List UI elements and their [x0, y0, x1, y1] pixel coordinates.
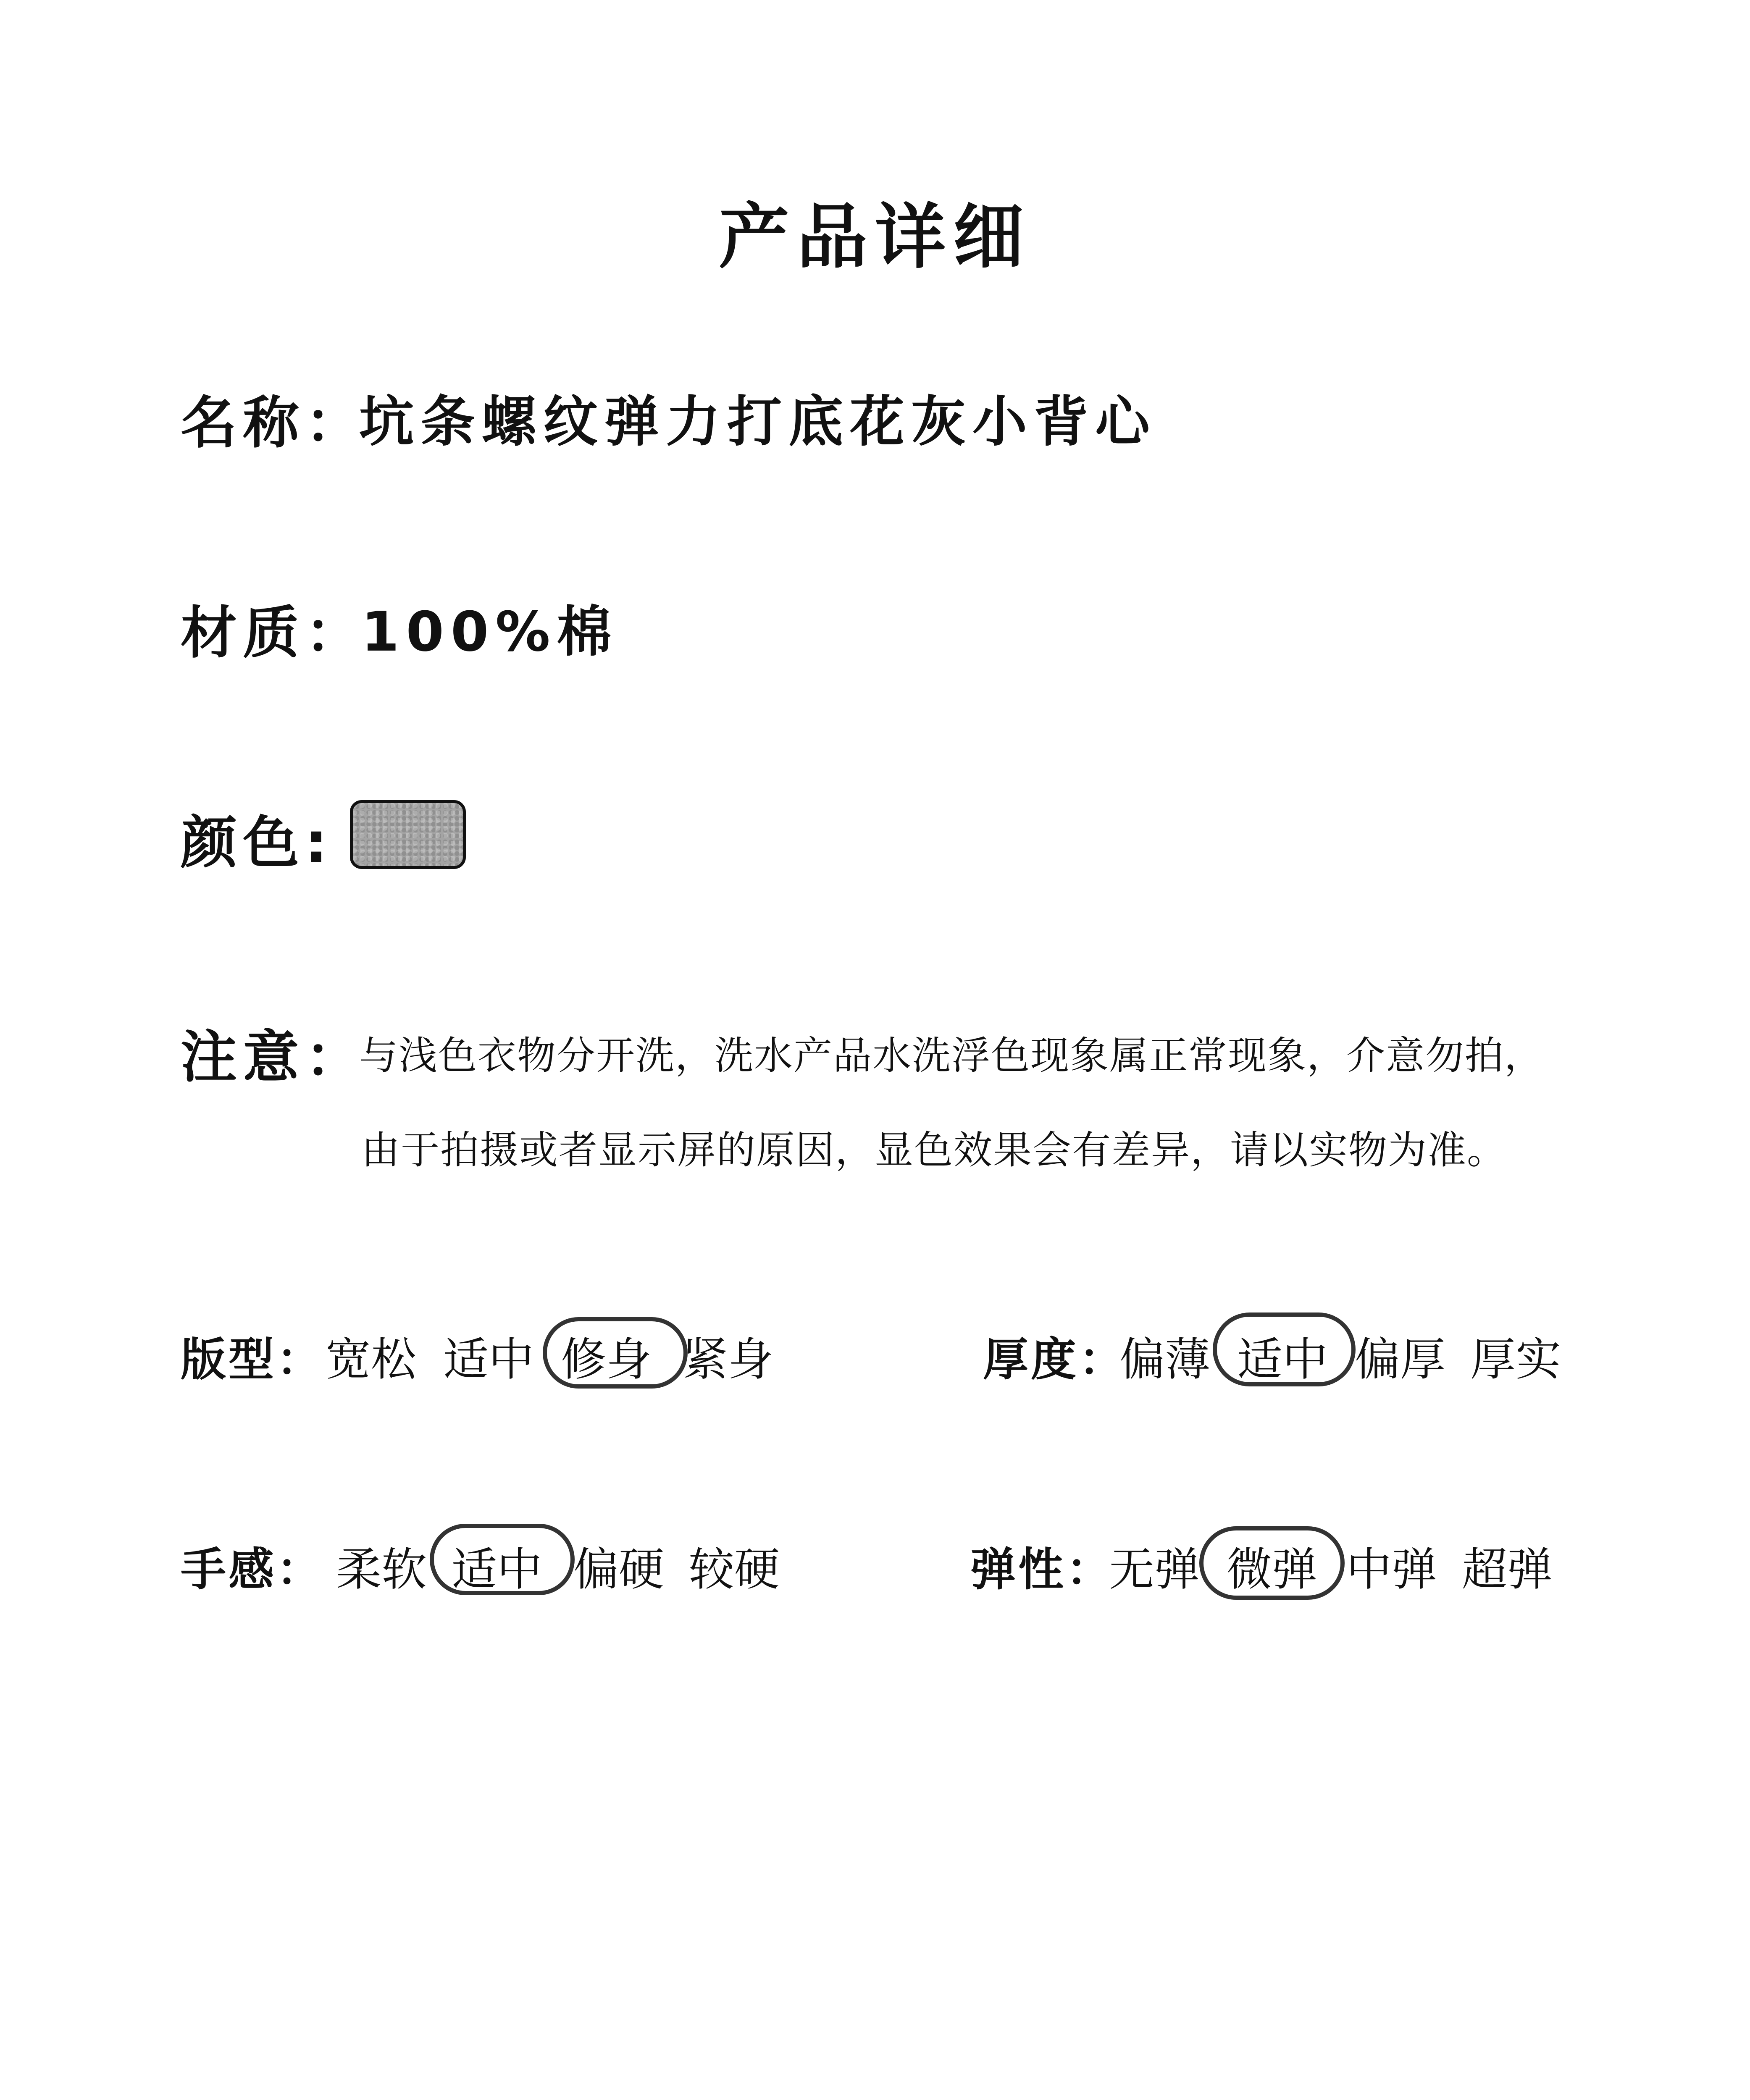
- thickness-label: 厚度：: [983, 1334, 1127, 1386]
- fit-option-slim: 修身: [561, 1334, 652, 1386]
- elasticity-option-high: 超弹: [1462, 1544, 1553, 1596]
- feel-option-firm: 偏硬: [573, 1544, 665, 1596]
- elasticity-label: 弹性：: [970, 1544, 1114, 1596]
- fit-option-loose: 宽松: [326, 1334, 417, 1386]
- material-value: 100%棉: [361, 600, 618, 664]
- page-title: 产品详细: [719, 196, 1031, 278]
- name-value: 坑条螺纹弹力打底花灰小背心: [359, 390, 1157, 454]
- name-label: 名称：: [181, 390, 368, 456]
- feel-option-soft: 柔软: [336, 1544, 427, 1596]
- fit-label: 版型：: [181, 1334, 325, 1386]
- feel-option-hard: 较硬: [689, 1544, 780, 1596]
- note-line-2: 由于拍摄或者显示屏的原因，显色效果会有差异，请以实物为准。: [361, 1128, 1507, 1173]
- elasticity-option-slight: 微弹: [1227, 1544, 1318, 1596]
- elasticity-option-medium: 中弹: [1346, 1544, 1437, 1596]
- color-swatch: [350, 800, 466, 869]
- fit-option-tight: 紧身: [683, 1334, 774, 1386]
- thickness-option-thin: 偏薄: [1119, 1334, 1211, 1386]
- feel-label: 手感：: [181, 1544, 325, 1596]
- fit-option-regular: 适中: [443, 1334, 534, 1386]
- feel-option-medium: 适中: [452, 1544, 543, 1596]
- thickness-option-thick: 偏厚: [1355, 1334, 1446, 1386]
- thickness-option-heavy: 厚实: [1470, 1334, 1561, 1386]
- note-label: 注意：: [181, 1024, 368, 1090]
- color-label: 颜色:: [181, 810, 334, 876]
- material-label: 材质：: [181, 600, 368, 666]
- note-line-1: 与浅色衣物分开洗，洗水产品水洗浮色现象属正常现象，介意勿拍，: [359, 1033, 1544, 1078]
- elasticity-option-none: 无弹: [1109, 1544, 1200, 1596]
- thickness-option-medium: 适中: [1237, 1334, 1328, 1386]
